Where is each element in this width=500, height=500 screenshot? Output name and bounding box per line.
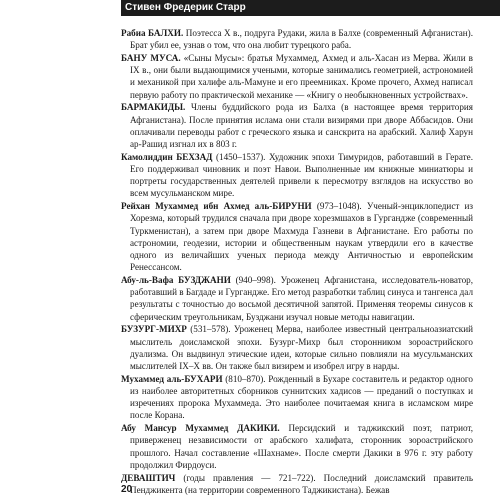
entry-name: Абу Мансур Мухаммед ДАКИКИ. <box>121 423 280 434</box>
entry-text: (годы правления — 721–722). Последний доисламский правитель Пенджикента (на территории современного Таджикистана). Бежав <box>130 472 473 495</box>
glossary-entry <box>121 27 473 51</box>
entry-text: (973–1048). Ученый-энциклопедист из Хорезма, который трудился сначала при дворе хорезмшахов в Гургандже (современный Туркменистан), а затем при дворе Махмуда Газневи в Афганистане. Его работы по астрономии, геодезии, истории и общественным наукам утвердили его в качестве одного из величайших ученых периода между Античностью и европейским Ренессансом. <box>130 201 473 273</box>
entry-name: Абу-ль-Вафа БУЗДЖАНИ <box>121 275 231 286</box>
entry-name: БУЗУРГ-МИХР <box>121 324 187 335</box>
entry-text: «Сыны Мусы»: братья Мухаммед, Ахмед и аль-Хасан из Мерва. Жили в IX в., они были выдающимися учеными, которые занимались геометрией, астрономией и механикой при халифе аль-Мамуне и его преемниках. Кроме прочего, Ахмед написал первую работу по практической механике — «Книгу о необыкновенных устройствах». <box>130 53 473 100</box>
entry-name: ДЕВАШТИЧ <box>121 472 176 483</box>
entry-name: Рабиа БАЛХИ. <box>121 28 184 38</box>
entry-text: (940–998). Уроженец Афганистана, исследователь-новатор, работавший в Багдаде и Гургандже. Его метод разработки таблиц синуса и тангенса дал результаты с точностью до восьмой десятичной запятой. Применяя теоремы синусов к сферическим треугольникам, Бузджани изучал новые методы навигации. <box>130 275 474 322</box>
glossary-entry <box>121 472 473 496</box>
entry-text: (531–578). Уроженец Мерва, наиболее известный центральноазиатский мыслитель доисламской эпохи. Бузург-Михр был сторонником зороастрийского дуализма. Он выдвинул этические идеи, которые сильно повлияли на мусульманских мыслителей IX–X вв. Он также был визирем и изобрел игру в нарды. <box>130 324 474 372</box>
glossary-entry <box>121 274 473 323</box>
header-author: Стивен Фредерик Старр <box>125 2 246 13</box>
entry-text: Поэтесса X в., подруга Рудаки, жила в Балхе (современный Афганистан). Брат убил ее, узнав о том, что она любит турецкого раба. <box>130 28 473 51</box>
entry-text: Члены буддийского рода из Балха (в настоящее время территория Афганистана). После принятия ислама они стали визирями при дворе Аббасидов. Они оплачивали переводы работ с греческого языка и санскрита на арабский. Халиф Харун ар-Рашид изгнал их в 803 г. <box>130 102 474 150</box>
running-header <box>121 0 500 16</box>
entry-name: БАРМАКИДЫ. <box>121 102 186 113</box>
glossary-entry <box>121 101 473 150</box>
entry-name: Мухаммед аль-БУХАРИ <box>121 373 223 384</box>
page-number: 20 <box>121 484 133 495</box>
glossary-entry <box>121 422 473 471</box>
entry-name: Рейхан Мухаммед ибн Ахмед аль-БИРУНИ <box>121 201 312 212</box>
glossary-entry <box>121 52 473 101</box>
entry-text: (810–870). Рожденный в Бухаре составитель и редактор одного из наиболее авторитетных сборников суннитских хадисов — преданий о поступках и изречениях пророка Мухаммеда. Это наиболее почитаемая книга в исламском мире после Корана. <box>130 373 473 421</box>
glossary-entry <box>121 323 473 372</box>
glossary-entry <box>121 200 473 273</box>
glossary-entry <box>121 151 473 200</box>
entry-text: (1450–1537). Художник эпохи Тимуридов, работавший в Герате. Его поддерживал чиновник и поэт Навои. Выполненные им книжные миниатюры и портреты государственных деятелей привели к пересмотру взглядов на искусство во всем мусульманском мире. <box>130 151 474 199</box>
glossary-entry <box>121 373 473 422</box>
entry-text: Персидский и таджикский поэт, патриот, приверженец независимости от арабского халифата, сторонник зороастрийского прошлого. Начал составление «Шахнаме». После смерти Дакики в 976 г. эту работу продолжил Фирдоуси. <box>130 423 474 470</box>
entry-name: Камолиддин БЕХЗАД <box>121 151 213 162</box>
glossary-body <box>121 27 473 497</box>
entry-name: БАНУ МУСА. <box>121 53 181 63</box>
